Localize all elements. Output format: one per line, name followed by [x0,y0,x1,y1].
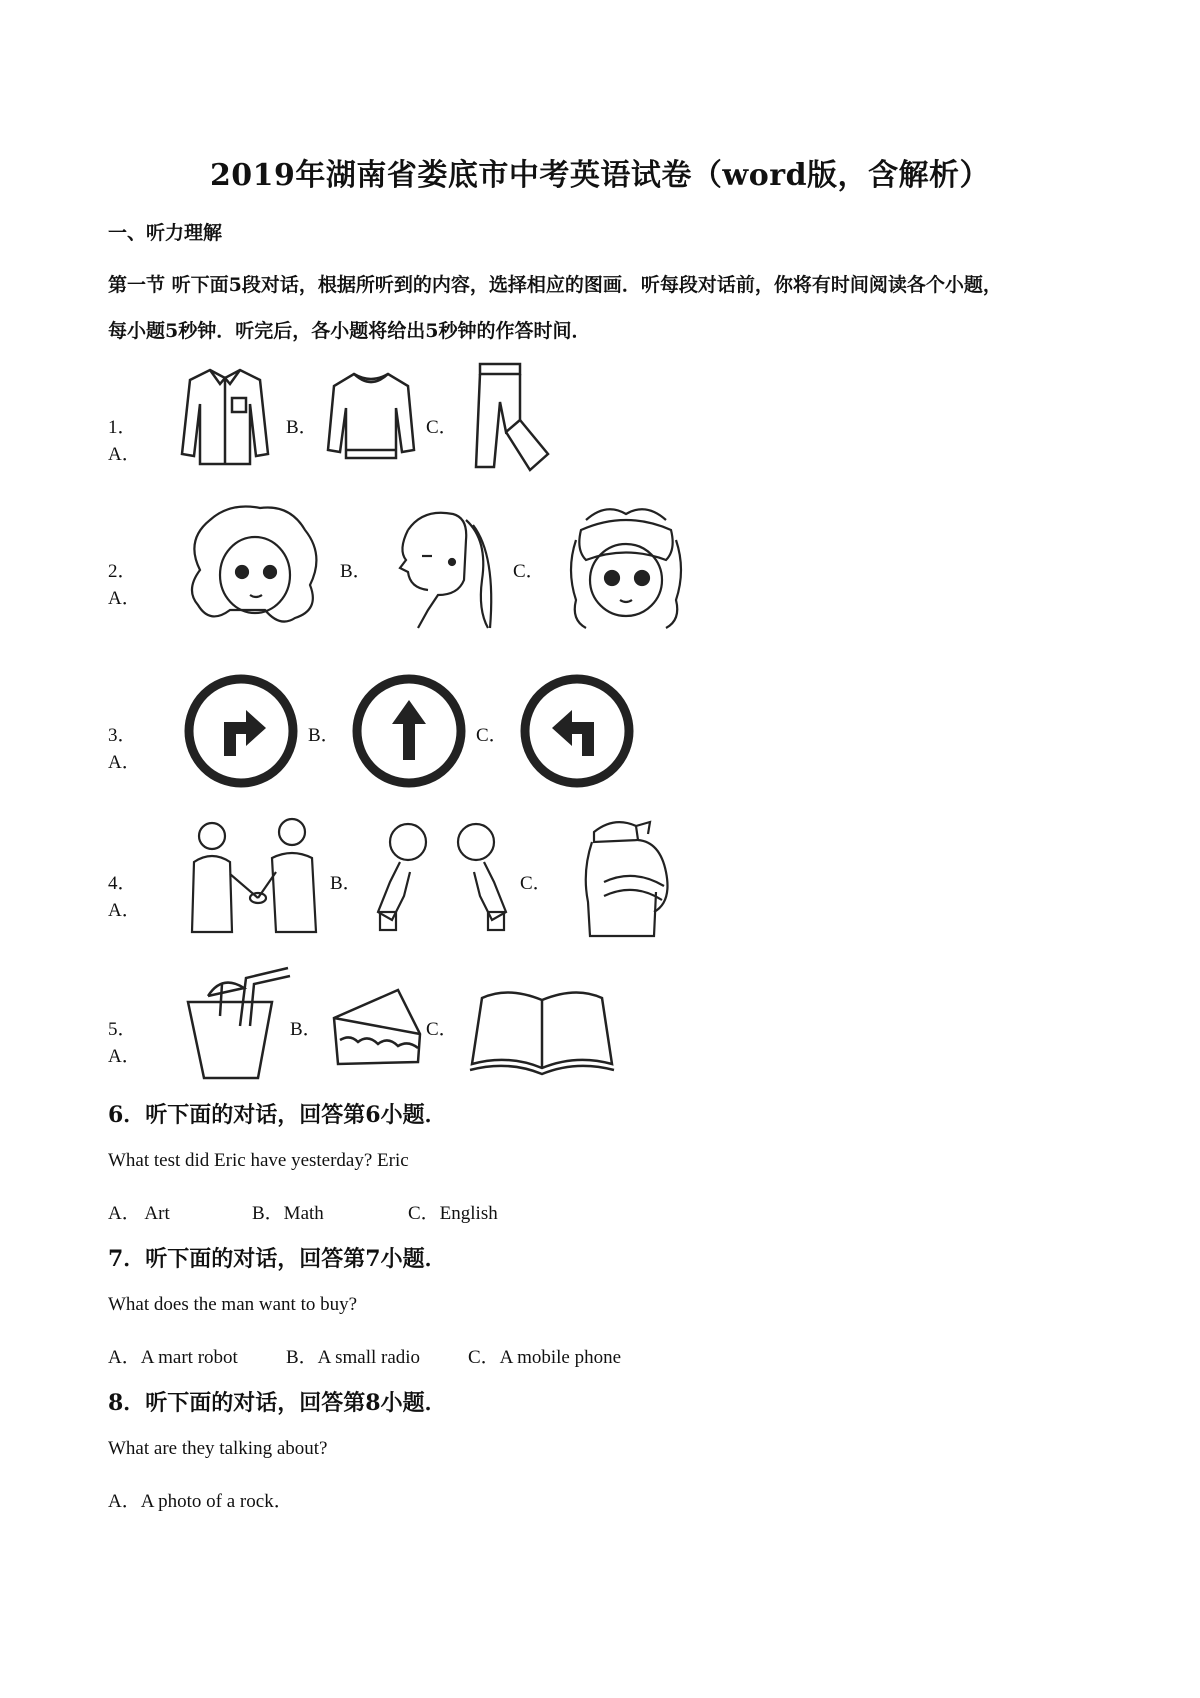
option-c-label: C． [476,725,508,746]
question-number: 3．A． [108,725,141,773]
turn-left-sign-icon [520,674,635,789]
option-c-label: C． [520,873,552,894]
option-b-label: B． [286,417,318,438]
question-7-heading: 7．听下面的对话，回答第7小题． [108,1246,447,1272]
instructions-line-1: 第一节 听下面5段对话，根据所听到的内容，选择相应的图画．听每段对话前，你将有时间阅读各个小题， [108,274,1002,296]
ponytail-girl-icon [378,500,508,630]
instructions-line-2: 每小题5秒钟．听完后，各小题将给出5秒钟的作答时间． [108,320,591,342]
option-a[interactable]: A．A photo of a rock． [108,1491,293,1512]
option-b-label: B． [330,873,362,894]
option-c[interactable]: C．English [408,1203,498,1224]
question-number: 4．A． [108,873,141,921]
question-8-heading: 8．听下面的对话，回答第8小题． [108,1390,447,1416]
option-b-label: B． [340,561,372,582]
shirt-icon [180,364,270,469]
open-book-icon [468,986,618,1076]
hugging-icon [564,812,684,937]
trousers-icon [470,362,560,472]
go-straight-sign-icon [352,674,467,789]
sweater-icon [326,368,416,463]
long-curly-hair-girl-icon [556,500,696,630]
option-b[interactable]: B．A small radio [286,1347,421,1368]
question-number: 2．A． [108,561,141,609]
option-c-label: C． [426,1019,458,1040]
curly-short-hair-girl-icon [180,500,330,630]
question-7-text: What does the man want to buy? [108,1294,358,1315]
question-number: 1．A． [108,417,141,465]
option-c-label: C． [513,561,545,582]
option-c-label: C． [426,417,458,438]
page-title: 2019年湖南省娄底市中考英语试卷（word版，含解析） [209,158,991,193]
option-b-label: B． [308,725,340,746]
bowing-icon [370,812,515,937]
section-heading: 一、听力理解 [108,222,223,244]
turn-right-sign-icon [184,674,299,789]
sandwich-icon [328,984,428,1074]
option-c[interactable]: C．A mobile phone [468,1347,622,1368]
question-number: 5．A． [108,1019,141,1067]
option-a[interactable]: A．A mart robot [108,1347,238,1368]
option-b-label: B． [290,1019,322,1040]
section-instructions [108,262,1108,354]
option-a[interactable]: A． Art [108,1203,170,1224]
question-6-text: What test did Eric have yesterday? Eric [108,1150,409,1171]
question-8-text: What are they talking about? [108,1438,328,1459]
drink-cup-icon [180,966,300,1081]
question-6-heading: 6．听下面的对话，回答第6小题． [108,1102,447,1128]
shaking-hands-icon [180,812,330,937]
option-b[interactable]: B．Math [252,1203,324,1224]
